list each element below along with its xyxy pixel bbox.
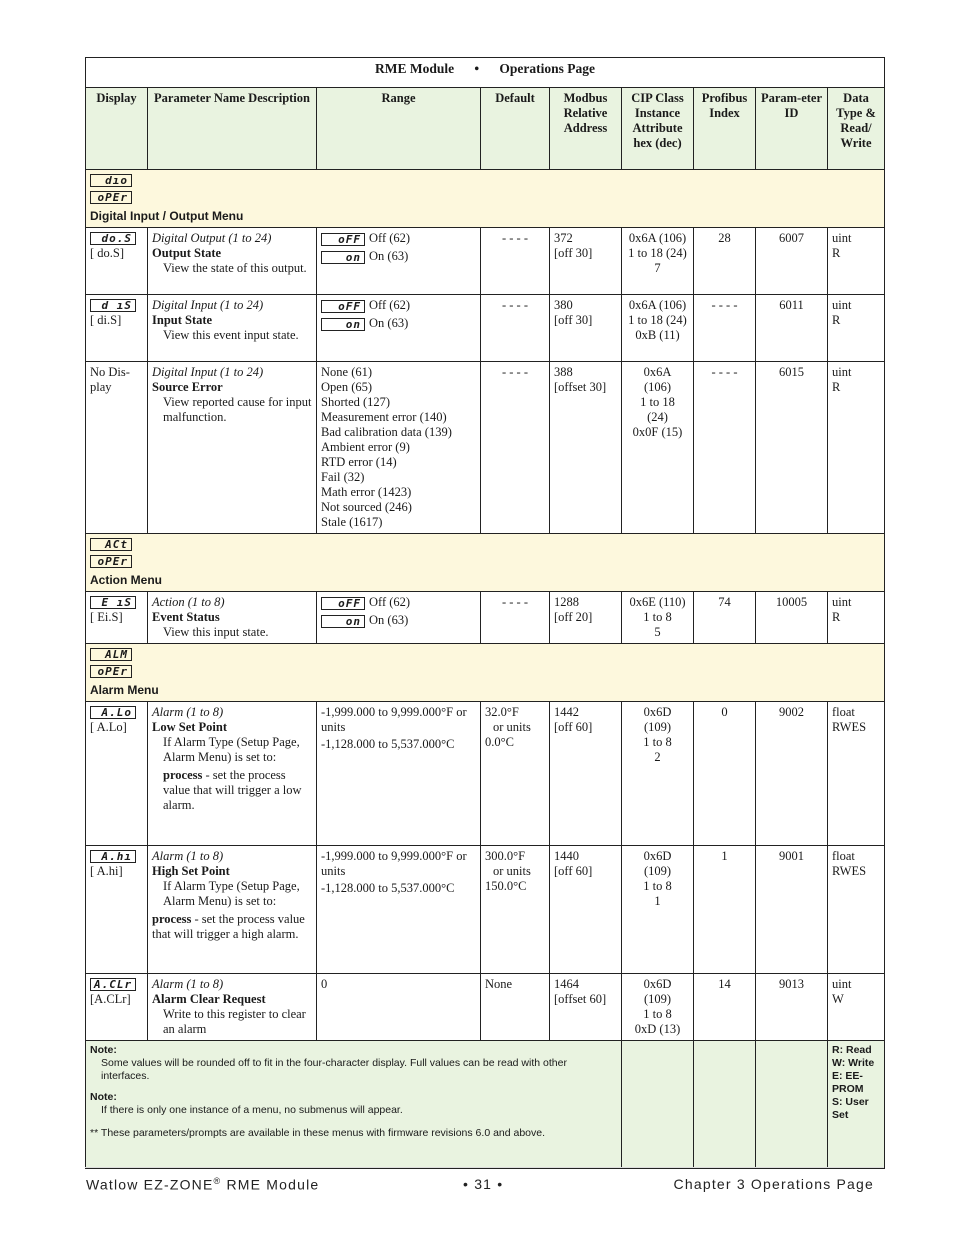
- cip-cell: [622, 974, 694, 1041]
- range-value: Fail (32): [321, 470, 365, 484]
- profibus-cell: 14: [694, 974, 756, 1041]
- cip-class-dec: (109): [643, 992, 672, 1006]
- range-cell: [317, 295, 481, 362]
- cip-class: 0x6E (110): [629, 595, 686, 609]
- read-write: R: [832, 246, 841, 260]
- profibus-cell: 0: [694, 702, 756, 846]
- read-write: R: [832, 610, 841, 624]
- seg-display: oFF: [321, 597, 365, 610]
- data-type: uint: [832, 231, 852, 245]
- param-instance: Digital Input (1 to 24): [152, 298, 264, 312]
- param-name: Output State: [152, 246, 222, 260]
- range-value: Math error (1423): [321, 485, 412, 499]
- cip-attribute: 7: [654, 261, 661, 275]
- footer-reg: ®: [213, 1176, 222, 1186]
- range-cell: [317, 592, 481, 644]
- seg-display: dıo: [90, 174, 132, 187]
- modbus-address: 1440: [554, 849, 579, 863]
- cip-instance: 1 to 18 (24): [628, 246, 687, 260]
- range-value: Bad calibration data (139): [321, 425, 452, 439]
- range-cell: [317, 362, 481, 534]
- cip-class-dec: (106): [643, 380, 672, 394]
- param-cell: [148, 846, 317, 974]
- page-number: • 31 •: [463, 1176, 504, 1192]
- data-type: float: [832, 705, 855, 719]
- modbus-cell: [550, 702, 622, 846]
- param-cell: [148, 362, 317, 534]
- data-type: uint: [832, 977, 852, 991]
- modbus-offset: [off 30]: [554, 313, 593, 327]
- notes-empty-cell: [622, 1041, 694, 1169]
- cip-class: 0x6A (106): [628, 298, 687, 312]
- param-name: High Set Point: [152, 864, 230, 878]
- legend-item: S: User Set: [832, 1096, 869, 1121]
- read-write: R: [832, 380, 841, 394]
- param-name: Low Set Point: [152, 720, 227, 734]
- paramid-cell: 6011: [756, 295, 828, 362]
- note-text: If there is only one instance of a menu, no submenus will appear.: [101, 1104, 403, 1116]
- notes-empty-cell: [694, 1041, 756, 1169]
- header-row: [86, 88, 885, 170]
- seg-display: oPEr: [90, 191, 132, 204]
- modbus-cell: [550, 974, 622, 1041]
- menu-cell: [86, 644, 885, 702]
- range-value: Off (62): [369, 595, 411, 609]
- modbus-offset: [off 30]: [554, 246, 593, 260]
- note-heading: Note:: [90, 1091, 117, 1103]
- display-cell: [86, 592, 148, 644]
- cip-instance: 1 to 18: [640, 395, 675, 409]
- seg-display: on: [321, 615, 365, 628]
- cip-attribute: 0x0F (15): [632, 425, 683, 439]
- default-cell: - - - -: [481, 592, 550, 644]
- modbus-cell: [550, 295, 622, 362]
- notes-empty-cell: [756, 1041, 828, 1169]
- range-value: Measurement error (140): [321, 410, 447, 424]
- table-row: [86, 702, 885, 846]
- modbus-address: 388: [554, 365, 573, 379]
- note-text: ** These parameters/prompts are available in these menus with firmware revisions 6.0 and above.: [90, 1127, 546, 1139]
- seg-display: A.Lo: [90, 706, 136, 719]
- param-instance: Digital Output (1 to 24): [152, 231, 272, 245]
- display-cell: No Dis-play: [86, 362, 148, 534]
- range-value: On (63): [369, 249, 409, 263]
- cip-attribute: 0xB (11): [635, 328, 680, 342]
- display-code: [ di.S]: [90, 313, 122, 327]
- header-display: Display: [86, 88, 148, 170]
- seg-display: ALM: [90, 648, 132, 661]
- modbus-address: 380: [554, 298, 573, 312]
- datatype-cell: [828, 974, 885, 1041]
- paramid-cell: 9002: [756, 702, 828, 846]
- modbus-address: 1288: [554, 595, 579, 609]
- default-c: 150.0°C: [485, 879, 527, 893]
- modbus-offset: [off 60]: [554, 864, 593, 878]
- default-cell: - - - -: [481, 228, 550, 295]
- modbus-cell: [550, 592, 622, 644]
- range-value: Shorted (127): [321, 395, 391, 409]
- menu-row-action: [86, 534, 885, 592]
- cip-cell: [622, 702, 694, 846]
- seg-display: oPEr: [90, 555, 132, 568]
- seg-display: on: [321, 251, 365, 264]
- profibus-cell: - - - -: [694, 362, 756, 534]
- paramid-cell: 9013: [756, 974, 828, 1041]
- modbus-address: 1464: [554, 977, 579, 991]
- display-cell: [86, 702, 148, 846]
- read-write: RWES: [832, 720, 867, 734]
- display-cell: [86, 295, 148, 362]
- param-desc: Write to this register to clear an alarm: [163, 1007, 306, 1036]
- param-cell: [148, 228, 317, 295]
- cip-instance: 1 to 8: [643, 610, 672, 624]
- cip-instance: 1 to 18 (24): [628, 313, 687, 327]
- param-name: Input State: [152, 313, 213, 327]
- default-units: or units: [493, 864, 531, 878]
- header-default: Default: [481, 88, 550, 170]
- paramid-cell: 6007: [756, 228, 828, 295]
- cip-attribute: 1: [654, 894, 661, 908]
- cip-instance-dec: (24): [647, 410, 668, 424]
- param-desc: View this event input state.: [163, 328, 299, 342]
- legend-item: E: EE-PROM: [832, 1070, 864, 1095]
- table-row: [86, 846, 885, 974]
- title-bullet: •: [474, 61, 480, 76]
- display-code: [ do.S]: [90, 246, 125, 260]
- display-code: [ A.Lo]: [90, 720, 127, 734]
- seg-display: on: [321, 318, 365, 331]
- cip-cell: [622, 362, 694, 534]
- param-cell: [148, 592, 317, 644]
- cip-attribute: 2: [654, 750, 661, 764]
- profibus-cell: 74: [694, 592, 756, 644]
- data-type: uint: [832, 595, 852, 609]
- seg-display: oFF: [321, 300, 365, 313]
- cip-class: 0x6A (106): [628, 231, 687, 245]
- paramid-cell: 6015: [756, 362, 828, 534]
- display-cell: [86, 228, 148, 295]
- header-datatype: Data Type & Read/ Write: [828, 88, 885, 170]
- footer-rule: [85, 1167, 884, 1168]
- note-heading: Note:: [90, 1044, 117, 1056]
- param-desc: View this input state.: [163, 625, 269, 639]
- seg-display: oPEr: [90, 665, 132, 678]
- range-value: On (63): [369, 613, 409, 627]
- table-title-row: [86, 58, 885, 88]
- cip-class: 0x6A: [643, 365, 672, 379]
- default-f: 300.0°F: [485, 849, 526, 863]
- param-cell: [148, 974, 317, 1041]
- profibus-cell: - - - -: [694, 295, 756, 362]
- default-f: 32.0°F: [485, 705, 519, 719]
- range-value: -1,999.000 to 9,999.000°F or units: [321, 705, 467, 734]
- param-desc: If Alarm Type (Setup Page, Alarm Menu) is set to:: [163, 735, 300, 764]
- modbus-offset: [off 20]: [554, 610, 593, 624]
- param-cell: [148, 295, 317, 362]
- header-range: Range: [317, 88, 481, 170]
- datatype-cell: [828, 228, 885, 295]
- table-row: [86, 362, 885, 534]
- modbus-offset: [offset 60]: [554, 992, 607, 1006]
- seg-display: ACt: [90, 538, 132, 551]
- modbus-address: 372: [554, 231, 573, 245]
- menu-row-alarm: [86, 644, 885, 702]
- range-cell: [317, 702, 481, 846]
- default-cell: [481, 702, 550, 846]
- range-cell: [317, 228, 481, 295]
- footer-left: [86, 1176, 319, 1193]
- menu-row-dio: [86, 170, 885, 228]
- seg-display: E ıS: [90, 596, 136, 609]
- param-instance: Digital Input (1 to 24): [152, 365, 264, 379]
- cip-class: 0x6D: [643, 977, 672, 991]
- param-desc: If Alarm Type (Setup Page, Alarm Menu) is set to:: [163, 879, 300, 908]
- data-type: uint: [832, 365, 852, 379]
- menu-name: Action Menu: [90, 573, 162, 587]
- menu-name: Digital Input / Output Menu: [90, 209, 244, 223]
- range-cell: [317, 846, 481, 974]
- display-code: [A.CLr]: [90, 992, 131, 1006]
- cip-attribute: 0xD (13): [634, 1022, 681, 1036]
- cip-instance: 1 to 8: [643, 1007, 672, 1021]
- menu-cell: [86, 170, 885, 228]
- data-type: float: [832, 849, 855, 863]
- display-code: [ Ei.S]: [90, 610, 123, 624]
- read-write: R: [832, 313, 841, 327]
- param-desc: View the state of this output.: [163, 261, 307, 275]
- note-text: Some values will be rounded off to fit in the four-character display. Full values can be read with other interfaces.: [101, 1057, 567, 1082]
- default-cell: None: [481, 974, 550, 1041]
- datatype-cell: [828, 592, 885, 644]
- data-type: uint: [832, 298, 852, 312]
- title-page: Operations Page: [499, 61, 596, 76]
- cip-class: 0x6D: [643, 705, 672, 719]
- table-row: [86, 295, 885, 362]
- cip-cell: [622, 295, 694, 362]
- param-name: Event Status: [152, 610, 220, 624]
- profibus-cell: 1: [694, 846, 756, 974]
- cip-cell: [622, 228, 694, 295]
- datatype-cell: [828, 846, 885, 974]
- modbus-cell: [550, 228, 622, 295]
- seg-display: A.CLr: [90, 978, 136, 991]
- datatype-cell: [828, 362, 885, 534]
- header-paramid: Param-eter ID: [756, 88, 828, 170]
- title-module: RME Module: [375, 61, 455, 76]
- param-instance: Alarm (1 to 8): [152, 705, 224, 719]
- default-c: 0.0°C: [485, 735, 514, 749]
- header-profibus: Profibus Index: [694, 88, 756, 170]
- table-row: [86, 228, 885, 295]
- footer-product: Watlow EZ-ZONE: [86, 1176, 214, 1193]
- legend-cell: [828, 1041, 885, 1169]
- table-row: [86, 592, 885, 644]
- cip-cell: [622, 846, 694, 974]
- read-write: RWES: [832, 864, 867, 878]
- range-value: On (63): [369, 316, 409, 330]
- range-value: -1,128.000 to 5,537.000°C: [321, 881, 455, 895]
- range-value: None (61): [321, 365, 373, 379]
- cip-cell: [622, 592, 694, 644]
- param-name: Alarm Clear Request: [152, 992, 266, 1006]
- default-units: or units: [493, 720, 531, 734]
- modbus-offset: [off 60]: [554, 720, 593, 734]
- modbus-offset: [offset 30]: [554, 380, 607, 394]
- param-desc: - set the process value that will trigger a low alarm.: [163, 768, 302, 812]
- range-value: -1,128.000 to 5,537.000°C: [321, 737, 455, 751]
- menu-name: Alarm Menu: [90, 683, 159, 697]
- range-value: Ambient error (9): [321, 440, 410, 454]
- notes-cell: [86, 1041, 622, 1169]
- datatype-cell: [828, 295, 885, 362]
- datatype-cell: [828, 702, 885, 846]
- header-modbus: Modbus Relative Address: [550, 88, 622, 170]
- seg-display: A.hı: [90, 850, 136, 863]
- cip-class: 0x6D: [643, 849, 672, 863]
- legend-item: W: Write: [832, 1057, 875, 1069]
- range-value: -1,999.000 to 9,999.000°F or units: [321, 849, 467, 878]
- footer-chapter: Chapter 3 Operations Page: [673, 1176, 874, 1192]
- default-cell: - - - -: [481, 362, 550, 534]
- cip-instance: 1 to 8: [643, 735, 672, 749]
- display-cell: [86, 846, 148, 974]
- modbus-cell: [550, 846, 622, 974]
- header-cip: CIP Class Instance Attribute hex (dec): [622, 88, 694, 170]
- header-param: Parameter Name Description: [148, 88, 317, 170]
- range-value: RTD error (14): [321, 455, 397, 469]
- param-instance: Action (1 to 8): [152, 595, 225, 609]
- seg-display: d ıS: [90, 299, 136, 312]
- range-value: Off (62): [369, 231, 411, 245]
- default-cell: [481, 846, 550, 974]
- paramid-cell: 10005: [756, 592, 828, 644]
- legend-item: R: Read: [832, 1044, 872, 1056]
- seg-display: do.S: [90, 232, 136, 245]
- cip-class-dec: (109): [643, 720, 672, 734]
- range-cell: 0: [317, 974, 481, 1041]
- modbus-address: 1442: [554, 705, 579, 719]
- param-cell: [148, 702, 317, 846]
- table-title: [86, 58, 885, 88]
- footer-module: RME Module: [221, 1176, 320, 1193]
- cip-class-dec: (109): [643, 864, 672, 878]
- seg-display: oFF: [321, 233, 365, 246]
- param-desc: View reported cause for input malfunction.: [163, 395, 312, 424]
- read-write: W: [832, 992, 844, 1006]
- cip-instance: 1 to 8: [643, 879, 672, 893]
- param-desc-keyword: process: [163, 768, 203, 782]
- display-code: [ A.hi]: [90, 864, 123, 878]
- table-row: [86, 974, 885, 1041]
- param-instance: Alarm (1 to 8): [152, 977, 224, 991]
- cip-attribute: 5: [654, 625, 661, 639]
- notes-row: [86, 1041, 885, 1169]
- display-cell: [86, 974, 148, 1041]
- range-value: Not sourced (246): [321, 500, 412, 514]
- range-value: Open (65): [321, 380, 373, 394]
- param-name: Source Error: [152, 380, 223, 394]
- modbus-cell: [550, 362, 622, 534]
- paramid-cell: 9001: [756, 846, 828, 974]
- range-value: Stale (1617): [321, 515, 383, 529]
- param-instance: Alarm (1 to 8): [152, 849, 224, 863]
- range-value: Off (62): [369, 298, 411, 312]
- profibus-cell: 28: [694, 228, 756, 295]
- operations-parameter-table: [85, 57, 885, 1169]
- param-desc: - set the process value that will trigger a high alarm.: [152, 912, 305, 941]
- menu-cell: [86, 534, 885, 592]
- param-desc-keyword: process: [152, 912, 192, 926]
- default-cell: - - - -: [481, 295, 550, 362]
